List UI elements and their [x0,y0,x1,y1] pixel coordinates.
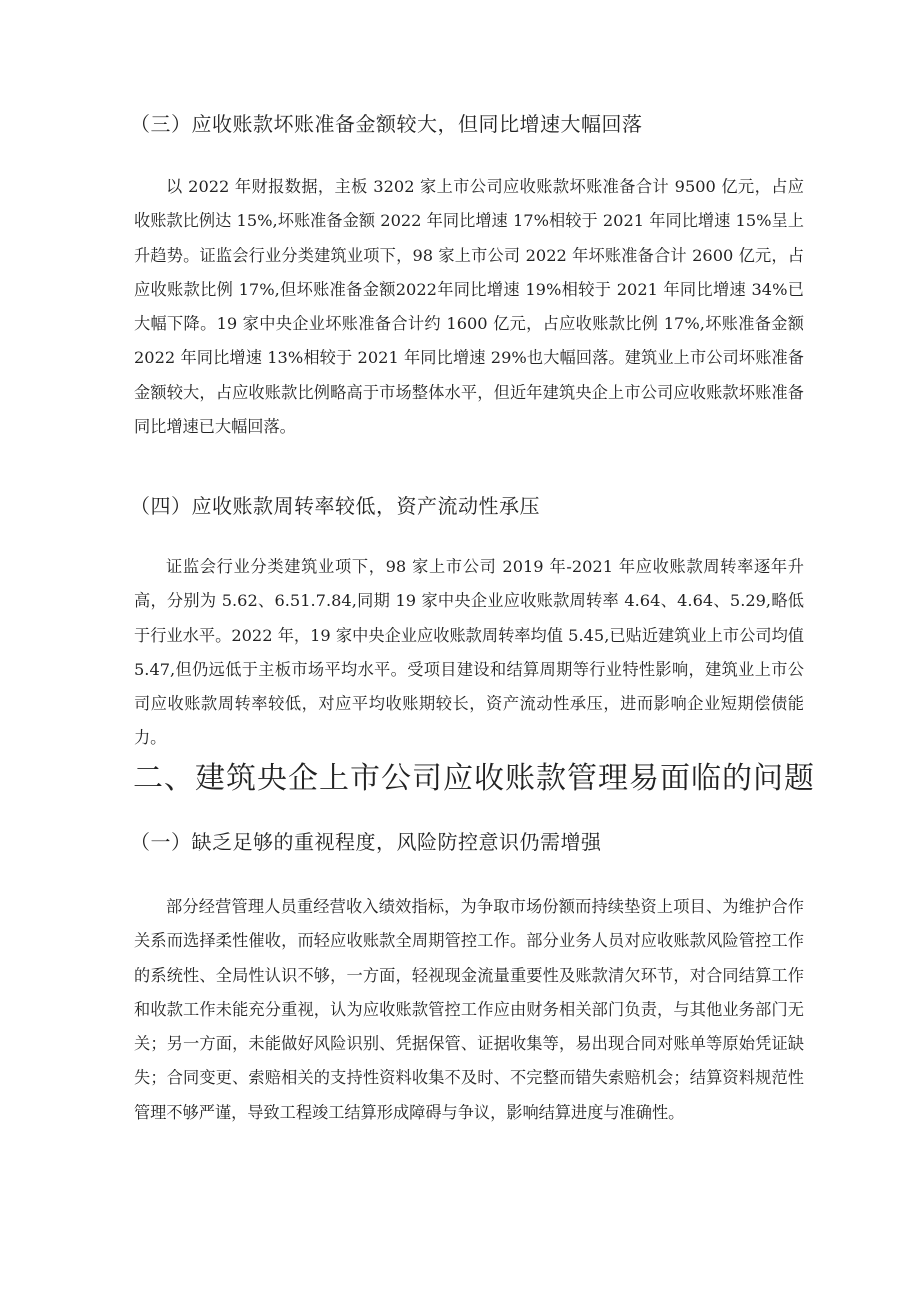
subsection-1-paragraph: 部分经营管理人员重经营收入绩效指标，为争取市场份额而持续垫资上项目、为维护合作关系而选择柔性催收，而轻应收账款全周期管控工作。部分业务人员对应收账款风险管控工作的系统性、全局性认识不够，一方面，轻视现金流量重要性及账款清欠环节，对合同结算工作和收款工作未能充分重视，认为应收账款管控工作应由财务相关部门负责，与其他业务部门无关；另一方面，未能做好风险识别、凭据保管、证据收集等，易出现合同对账单等原始凭证缺失；合同变更、索赔相关的支持性资料收集不及时、不完整而错失索赔机会；结算资料规范性管理不够严谨，导致工程竣工结算形成障碍与争议，影响结算进度与准确性。 [134,897,804,1122]
section-heading-3: （三）应收账款坏账准备金额较大，但同比增速大幅回落 [130,112,643,136]
subsection-heading-1: （一）缺乏足够的重视程度，风险防控意识仍需增强 [130,830,602,854]
section-4-paragraph: 证监会行业分类建筑业项下，98 家上市公司 2019 年-2021 年应收账款周转率逐年升高，分别为 5.62、6.51.7.84,同期 19 家中央企业应收账款周转率 4.64、4.64、5.29,略低于行业水平。2022 年，19 家中央企业应收账款周转率均值 5.45,已贴近建筑业上市公司均值 5.47,但仍远低于主板市场平均水平。受项目建设和结算周期等行业特性影响，建筑业上市公司应收账款周转率较低，对应平均收账期较长，资产流动性承压，进而影响企业短期偿债能力。 [134,557,804,748]
chapter-heading-2: 二、建筑央企上市公司应收账款管理易面临的问题 [133,761,815,796]
section-heading-4: （四）应收账款周转率较低，资产流动性承压 [130,494,540,518]
section-3-paragraph: 以 2022 年财报数据，主板 3202 家上市公司应收账款坏账准备合计 9500 亿元，占应收账款比例达 15%,坏账准备金额 2022 年同比增速 17%相较于 2021 年同比增速 15%呈上升趋势。证监会行业分类建筑业项下，98 家上市公司 2022 年坏账准备合计 2600 亿元，占应收账款比例 17%,但坏账准备金额2022年同比增速 19%相较于 2021 年同比增速 34%已大幅下降。19 家中央企业坏账准备合计约 1600 亿元，占应收账款比例 17%,坏账准备金额 2022 年同比增速 13%相较于 2021 年同比增速 29%也大幅回落。建筑业上市公司坏账准备金额较大，占应收账款比例略高于市场整体水平，但近年建筑央企上市公司应收账款坏账准备同比增速已大幅回落。 [134,177,804,437]
